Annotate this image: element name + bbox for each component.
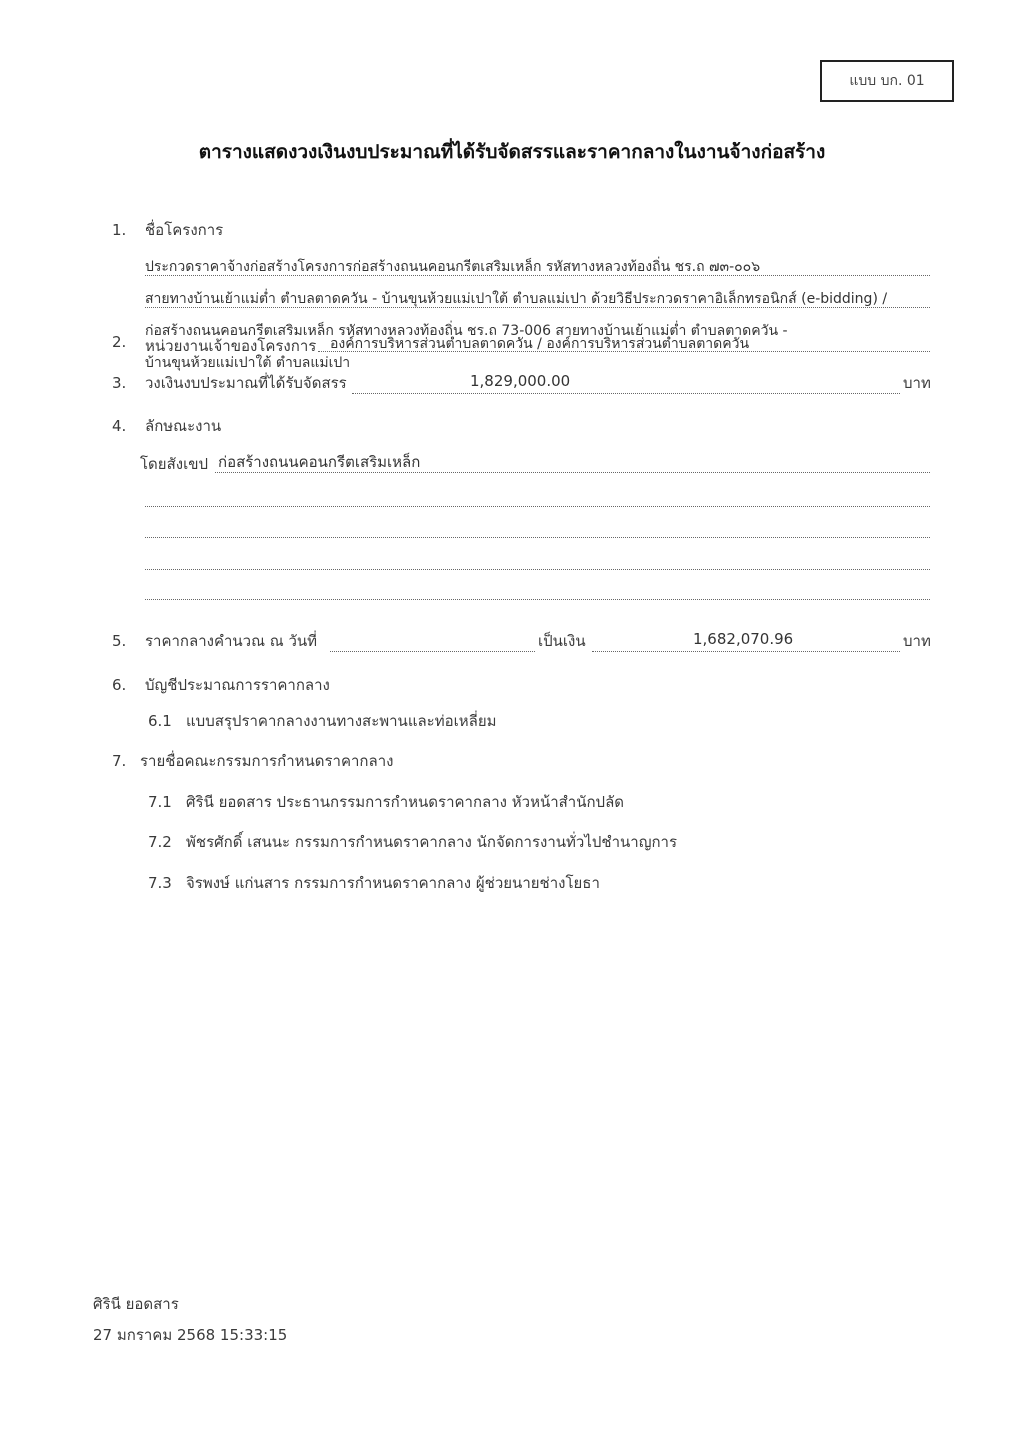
item-7-1-number: 7.1 xyxy=(148,793,172,811)
section-5-number: 5. xyxy=(112,632,127,650)
section-6-label: บัญชีประมาณการราคากลาง xyxy=(145,676,330,694)
section-7-number: 7. xyxy=(112,752,127,770)
form-code: แบบ บก. 01 xyxy=(849,73,925,89)
dotted-line xyxy=(330,651,535,652)
budget-amount: 1,829,000.00 xyxy=(470,372,571,390)
signer-name: ศิรินี ยอดสาร xyxy=(93,1295,179,1313)
item-7-2-text: พัชรศักดิ์ เสนนะ กรรมการกำหนดราคากลาง นักจัดการงานทั่วไปชำนาญการ xyxy=(186,833,678,851)
dotted-line xyxy=(145,599,930,600)
budget-unit: บาท xyxy=(903,374,931,392)
section-1-number: 1. xyxy=(112,221,127,239)
section-5-label: ราคากลางคำนวณ ณ วันที่ xyxy=(145,632,318,650)
page-title: ตารางแสดงวงเงินงบประมาณที่ได้รับจัดสรรและราคากลางในงานจ้างก่อสร้าง xyxy=(198,141,826,163)
dotted-line xyxy=(145,307,930,308)
section-1-label: ชื่อโครงการ xyxy=(145,221,224,239)
dotted-line xyxy=(352,393,900,394)
section-7-label: รายชื่อคณะกรรมการกำหนดราคากลาง xyxy=(140,752,394,770)
dotted-line xyxy=(215,472,930,473)
summary-value: ก่อสร้างถนนคอนกรีตเสริมเหล็ก xyxy=(218,453,421,471)
project-name-line-3: ก่อสร้างถนนคอนกรีตเสริมเหล็ก รหัสทางหลวงท้องถิ่น ชร.ถ 73-006 สายทางบ้านเย้าแม่ต่ำ ตำบลตาดควัน - xyxy=(145,323,788,339)
dotted-line xyxy=(592,651,900,652)
form-code-box xyxy=(820,60,954,102)
dotted-line xyxy=(145,537,930,538)
item-7-3-number: 7.3 xyxy=(148,874,172,892)
item-7-1-text: ศิรินี ยอดสาร ประธานกรรมการกำหนดราคากลาง หัวหน้าสำนักปลัด xyxy=(186,793,625,811)
dotted-line xyxy=(145,275,930,276)
dotted-line xyxy=(145,569,930,570)
summary-label: โดยสังเขป xyxy=(140,455,208,473)
item-7-3-text: จิรพงษ์ แก่นสาร กรรมการกำหนดราคากลาง ผู้ช่วยนายช่างโยธา xyxy=(186,874,600,892)
section-2-number: 2. xyxy=(112,333,127,351)
project-name-line-1: ประกวดราคาจ้างก่อสร้างโครงการก่อสร้างถนนคอนกรีตเสริมเหล็ก รหัสทางหลวงท้องถิ่น ชร.ถ ๗๓-๐๐๖ xyxy=(145,259,761,275)
item-6-1-number: 6.1 xyxy=(148,712,172,730)
project-name-line-2: สายทางบ้านเย้าแม่ต่ำ ตำบลตาดควัน - บ้านขุนห้วยแม่เปาใต้ ตำบลแม่เปา ด้วยวิธีประกวดราคาอิเล็กทรอนิกส์ (e-bidding) / xyxy=(145,291,888,307)
dotted-line xyxy=(145,506,930,507)
median-price-unit: บาท xyxy=(903,632,931,650)
section-3-label: วงเงินงบประมาณที่ได้รับจัดสรร xyxy=(145,374,347,392)
section-4-number: 4. xyxy=(112,417,127,435)
project-name-line-4: บ้านขุนห้วยแม่เปาใต้ ตำบลแม่เปา xyxy=(145,355,351,371)
owner-agency-value: องค์การบริหารส่วนตำบลตาดควัน / องค์การบริหารส่วนตำบลตาดควัน xyxy=(330,336,750,352)
item-7-2-number: 7.2 xyxy=(148,833,172,851)
dotted-line xyxy=(318,351,930,352)
section-4-label: ลักษณะงาน xyxy=(145,417,222,435)
item-6-1-text: แบบสรุปราคากลางงานทางสะพานและท่อเหลี่ยม xyxy=(186,712,497,730)
section-6-number: 6. xyxy=(112,676,127,694)
timestamp: 27 มกราคม 2568 15:33:15 xyxy=(93,1326,288,1344)
amount-label: เป็นเงิน xyxy=(538,632,586,650)
section-3-number: 3. xyxy=(112,374,127,392)
section-2-label: หน่วยงานเจ้าของโครงการ xyxy=(145,337,317,355)
median-price-amount: 1,682,070.96 xyxy=(693,630,794,648)
